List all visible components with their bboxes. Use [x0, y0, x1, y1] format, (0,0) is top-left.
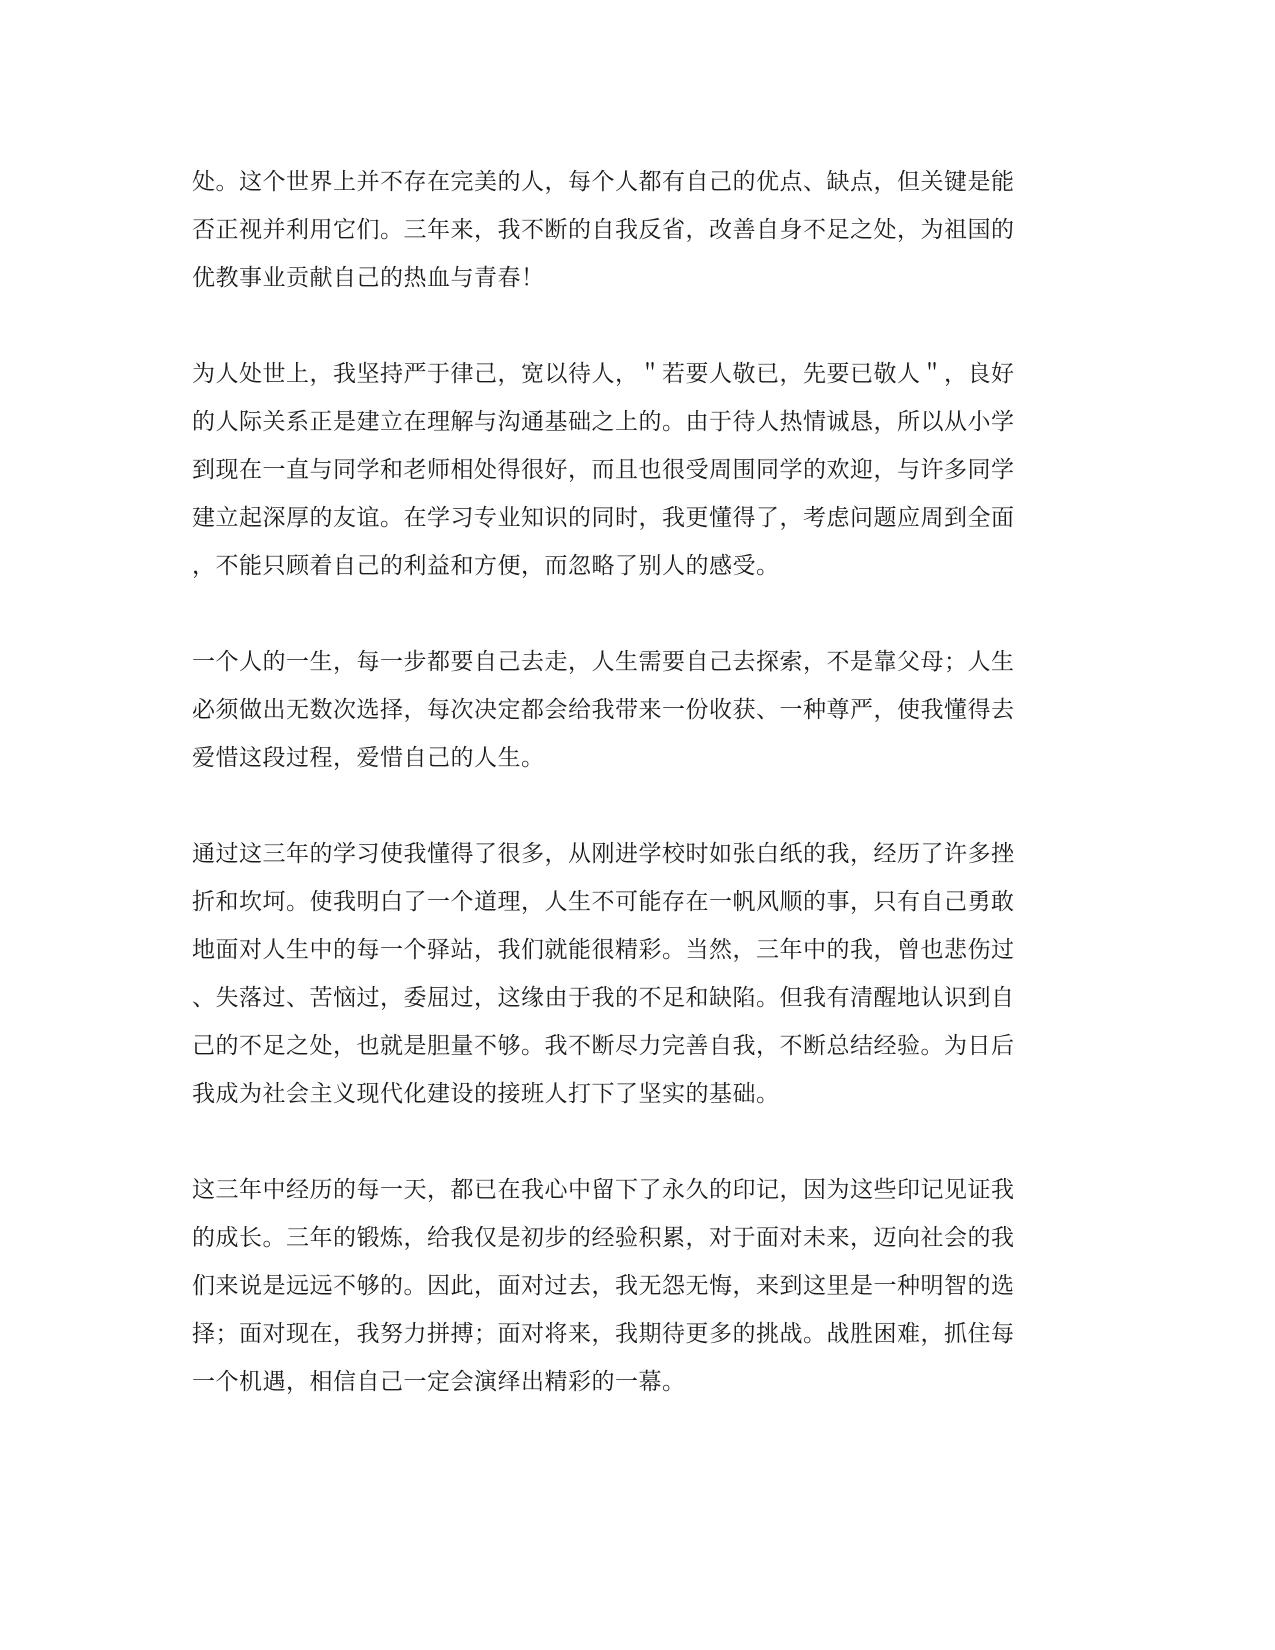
paragraph-line: 一个人的一生，每一步都要自己去走，人生需要自己去探索，不是靠父母；人生 [192, 649, 1015, 675]
paragraph-4 [192, 830, 1072, 1118]
paragraph-line: 、失落过、苦恼过，委屈过，这缘由于我的不足和缺陷。但我有清醒地认识到自 [192, 985, 1015, 1011]
paragraph-line: 我成为社会主义现代化建设的接班人打下了坚实的基础。 [192, 1081, 780, 1107]
paragraph-1 [192, 158, 1072, 302]
paragraph-line: 们来说是远远不够的。因此，面对过去，我无怨无悔，来到这里是一种明智的选 [192, 1273, 1015, 1299]
paragraph-line: 为人处世上，我坚持严于律己，宽以待人，＂若要人敬已，先要已敬人＂，良好 [192, 361, 1015, 387]
paragraph-line: 的成长。三年的锻炼，给我仅是初步的经验积累，对于面对未来，迈向社会的我 [192, 1225, 1015, 1251]
paragraph-line: 这三年中经历的每一天，都已在我心中留下了永久的印记，因为这些印记见证我 [192, 1177, 1015, 1203]
paragraph-3 [192, 638, 1072, 782]
paragraph-line: 折和坎坷。使我明白了一个道理，人生不可能存在一帆风顺的事，只有自己勇敢 [192, 889, 1015, 915]
paragraph-line: 的人际关系正是建立在理解与沟通基础之上的。由于待人热情诚恳，所以从小学 [192, 409, 1015, 435]
paragraph-line: 否正视并利用它们。三年来，我不断的自我反省，改善自身不足之处，为祖国的 [192, 217, 1015, 243]
paragraph-line: 爱惜这段过程，爱惜自己的人生。 [192, 745, 545, 771]
paragraph-line: 通过这三年的学习使我懂得了很多，从刚进学校时如张白纸的我，经历了许多挫 [192, 841, 1015, 867]
paragraph-line: 己的不足之处，也就是胆量不够。我不断尽力完善自我，不断总结经验。为日后 [192, 1033, 1015, 1059]
paragraph-line: 优教事业贡献自己的热血与青春！ [192, 265, 545, 291]
paragraph-line: 地面对人生中的每一个驿站，我们就能很精彩。当然，三年中的我，曾也悲伤过 [192, 937, 1015, 963]
paragraph-5 [192, 1166, 1072, 1406]
paragraph-line: 必须做出无数次选择，每次决定都会给我带来一份收获、一种尊严，使我懂得去 [192, 697, 1015, 723]
paragraph-2 [192, 350, 1072, 590]
paragraph-line: 建立起深厚的友谊。在学习专业知识的同时，我更懂得了，考虑问题应周到全面 [192, 505, 1015, 531]
paragraph-line: ，不能只顾着自己的利益和方便，而忽略了别人的感受。 [192, 553, 780, 579]
paragraph-line: 择；面对现在，我努力拼搏；面对将来，我期待更多的挑战。战胜困难，抓住每 [192, 1321, 1015, 1347]
document-body [192, 158, 1072, 1454]
paragraph-line: 处。这个世界上并不存在完美的人，每个人都有自己的优点、缺点，但关键是能 [192, 169, 1015, 195]
paragraph-line: 一个机遇，相信自己一定会演绎出精彩的一幕。 [192, 1369, 686, 1395]
paragraph-line: 到现在一直与同学和老师相处得很好，而且也很受周围同学的欢迎，与许多同学 [192, 457, 1015, 483]
